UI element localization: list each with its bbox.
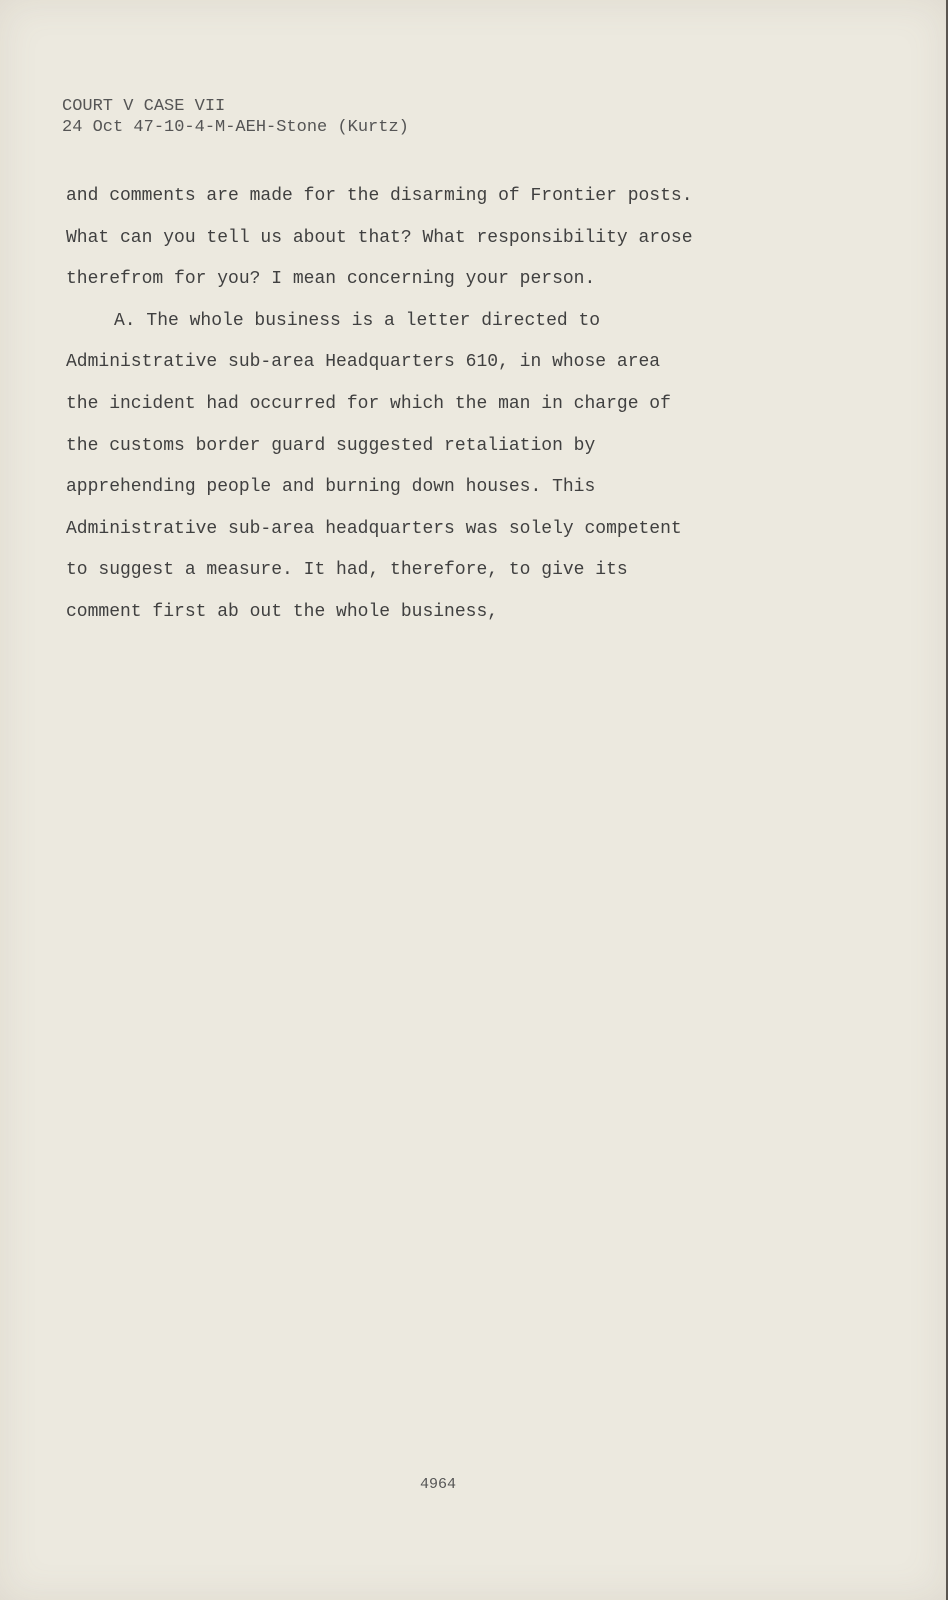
header-date-reference: 24 Oct 47-10-4-M-AEH-Stone (Kurtz): [62, 118, 409, 137]
transcript-line: apprehending people and burning down houses. This: [66, 477, 596, 498]
transcript-line: What can you tell us about that? What responsibility arose: [66, 227, 693, 248]
transcript-line: Administrative sub-area headquarters was solely competent: [66, 518, 682, 539]
transcript-line: the incident had occurred for which the man in charge of: [66, 393, 671, 414]
transcript-line: to suggest a measure. It had, therefore, to give its: [66, 560, 628, 581]
header-court-case: COURT V CASE VII: [62, 97, 226, 116]
transcript-line: therefrom for you? I mean concerning your person.: [66, 269, 596, 290]
transcript-line: and comments are made for the disarming of Frontier posts.: [66, 186, 693, 206]
transcript-line: comment first ab out the whole business,: [66, 601, 499, 622]
transcript-line: A. The whole business is a letter directed to: [114, 310, 601, 331]
transcript-line: Administrative sub-area Headquarters 610, in whose area: [66, 352, 661, 373]
page-number: 4964: [420, 1476, 457, 1493]
document-header: [62, 96, 409, 138]
transcript-body: [66, 176, 693, 634]
transcript-line: the customs border guard suggested retaliation by: [66, 435, 596, 456]
